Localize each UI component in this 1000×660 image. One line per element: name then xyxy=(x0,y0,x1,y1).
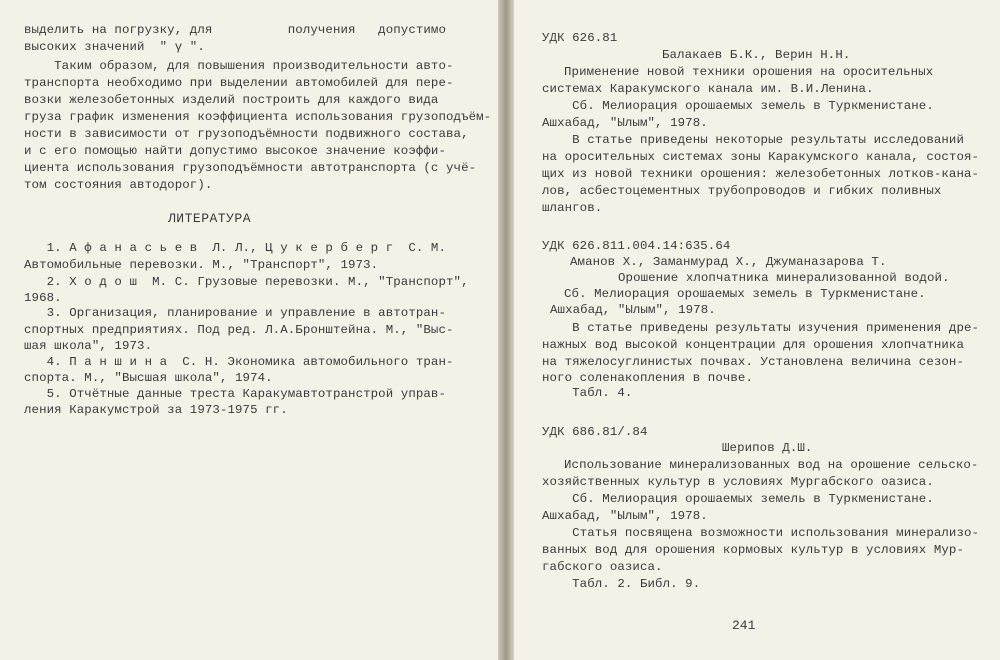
reference-line: 1968. xyxy=(24,291,62,305)
abstract-line: Табл. 2. Библ. 9. xyxy=(542,577,701,591)
abstract-line: Сб. Мелиорация орошаемых земель в Туркменистане. xyxy=(564,287,926,301)
abstract-line: Применение новой техники орошения на оросительных xyxy=(564,65,934,79)
abstract-line: Ашхабад, "Ылым", 1978. xyxy=(542,116,708,130)
abstract-line: Сб. Мелиорация орошаемых земель в Туркменистане. xyxy=(542,99,934,113)
abstract-line: системах Каракумского канала им. В.И.Ленина. xyxy=(542,82,874,96)
right-page xyxy=(514,0,1000,660)
text-line: высоких значений " γ ". xyxy=(24,40,205,54)
text-line: выделить на погрузку, для получения допустимо xyxy=(24,23,446,37)
abstract-line: ванных вод для орошения кормовых культур в условиях Мур- xyxy=(542,543,964,557)
reference-line: 1. А ф а н а с ь е в Л. Л., Ц у к е р б е р г С. М. xyxy=(24,241,446,255)
page-number: 241 xyxy=(732,618,756,633)
text-line: Таким образом, для повышения производительности авто- xyxy=(24,59,454,73)
abstract-line: В статье приведены некоторые результаты исследований xyxy=(542,133,964,147)
abstract-line: Ашхабад, "Ылым", 1978. xyxy=(550,303,716,317)
reference-line: 5. Отчётные данные треста Каракумавтотранстрой управ- xyxy=(24,387,446,401)
reference-line: 2. Х о д о ш М. С. Грузовые перевозки. М., "Транспорт", xyxy=(24,275,469,289)
udk-code: УДК 626.811.004.14:635.64 xyxy=(542,239,731,253)
abstract-line: лов, асбестоцементных трубопроводов и гибких поливных xyxy=(542,184,942,198)
reference-line: спортных предприятиях. Под ред. Л.А.Бронштейна. М., "Выс- xyxy=(24,323,454,337)
text-line: транспорта необходимо при выделении автомобилей для пере- xyxy=(24,76,454,90)
reference-line: 3. Организация, планирование и управление в автотран- xyxy=(24,306,446,320)
abstract-line: Сб. Мелиорация орошаемых земель в Туркменистане. xyxy=(542,492,934,506)
text-line: и с его помощью найти допустимо высокое значение коэффи- xyxy=(24,144,446,158)
text-line: циента использования грузоподъёмности автотранспорта (с учё- xyxy=(24,161,477,175)
abstract-line: щих из новой техники орошения: железобетонных лотков-кана- xyxy=(542,167,980,181)
literature-heading: ЛИТЕРАТУРА xyxy=(168,211,252,226)
text-line: ности в зависимости от грузоподъёмности подвижного состава, xyxy=(24,127,469,141)
reference-line: шая школа", 1973. xyxy=(24,339,153,353)
reference-line: Автомобильные перевозки. М., "Транспорт", 1973. xyxy=(24,258,379,272)
abstract-line: ного соленакопления в почве. xyxy=(542,371,753,385)
udk-code: УДК 686.81/.84 xyxy=(542,425,648,439)
abstract-line: нажных вод высокой концентрации для орошения хлопчатника xyxy=(542,338,964,352)
abstract-authors: Аманов Х., Заманмурад Х., Джуманазарова Т. xyxy=(570,255,887,269)
reference-line: ления Каракумстрой за 1973-1975 гг. xyxy=(24,403,288,417)
abstract-authors: Балакаев Б.К., Верин Н.Н. xyxy=(662,48,851,62)
abstract-line: на оросительных системах зоны Каракумского канала, состоя- xyxy=(542,150,980,164)
reference-line: 4. П а н ш и н а С. Н. Экономика автомобильного тран- xyxy=(24,355,454,369)
abstract-line: на тяжелосуглинистых почвах. Установлена величина сезон- xyxy=(542,355,964,369)
reference-line: спорта. М., "Высшая школа", 1974. xyxy=(24,371,273,385)
abstract-line: В статье приведены результаты изучения применения дре- xyxy=(542,321,980,335)
left-page xyxy=(0,0,498,660)
abstract-line: Ашхабад, "Ылым", 1978. xyxy=(542,509,708,523)
text-line: том состояния автодорог). xyxy=(24,178,213,192)
book-gutter xyxy=(498,0,514,660)
text-line: возки железобетонных изделий построить для каждого вида xyxy=(24,93,439,107)
text-line: груза график изменения коэффициента использования грузоподъём- xyxy=(24,110,492,124)
udk-code: УДК 626.81 xyxy=(542,31,618,45)
abstract-line: Использование минерализованных вод на орошение сельско- xyxy=(564,458,979,472)
abstract-line: Орошение хлопчатника минерализованной водой. xyxy=(618,271,950,285)
abstract-line: габского оазиса. xyxy=(542,560,663,574)
abstract-line: шлангов. xyxy=(542,201,603,215)
abstract-line: Статья посвящена возможности использования минерализо- xyxy=(542,526,980,540)
abstract-authors: Шерипов Д.Ш. xyxy=(722,441,813,455)
abstract-line: хозяйственных культур в условиях Мургабского оазиса. xyxy=(542,475,934,489)
abstract-line: Табл. 4. xyxy=(542,386,633,400)
